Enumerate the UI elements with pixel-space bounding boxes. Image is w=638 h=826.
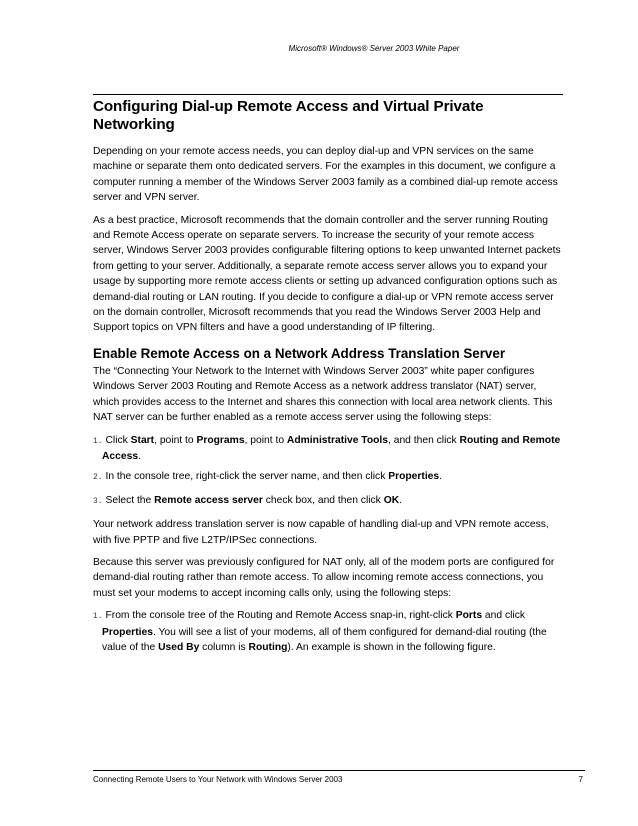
footer-title: Connecting Remote Users to Your Network with Windows Server 2003: [93, 775, 343, 784]
ui-term: Used By: [158, 641, 200, 653]
ui-term: Ports: [455, 610, 483, 622]
footer-rule: [93, 770, 585, 771]
paragraph: The “Connecting Your Network to the Internet with Windows Server 2003” white paper configures Windows Server 2003 Routing and Remote Access as a network address translator (NAT) server, which provides access to the Internet and shares this connection with local area network clients. This NAT server can be further enabled as a remote access server using the following steps:: [93, 365, 553, 424]
step-number: 3.: [93, 496, 103, 506]
ui-term: OK: [383, 494, 400, 506]
list-item: 1. Click Start, point to Programs, point to Administrative Tools, and then click Routing and Remote Access.: [93, 434, 561, 462]
ui-term: Programs: [196, 434, 245, 446]
page-number: 7: [578, 775, 583, 784]
section-heading: Configuring Dial-up Remote Access and Virtual Private Networking: [93, 98, 484, 133]
steps-list: [93, 608, 563, 655]
ui-term: Remote access server: [154, 494, 263, 506]
ui-term: Routing: [248, 641, 288, 653]
steps-list: [93, 433, 563, 510]
paragraph: As a best practice, Microsoft recommends that the domain controller and the server running Routing and Remote Access operate on separate servers. To increase the security of your remote access server, Windows Server 2003 provides configurable filtering options to keep unwanted Internet packets from getting to your server. Additionally, a separate remote access server allows you to expand your usage by supporting more remote access clients or setting up advanced configuration options such as demand-dial routing or LAN routing. If you decide to configure a dial-up or VPN remote access server on the domain controller, Microsoft recommends that you read the Windows Server 2003 Help and Support topics on VPN filters and have a good understanding of IP filtering.: [93, 214, 561, 334]
ui-term: Administrative Tools: [286, 434, 388, 446]
subsection-heading: Enable Remote Access on a Network Address Translation Server: [93, 345, 506, 361]
page-body: [93, 95, 563, 655]
step-number: 1.: [93, 612, 103, 622]
ui-term: Start: [130, 434, 155, 446]
ui-term: Properties: [388, 471, 440, 483]
paragraph: Because this server was previously configured for NAT only, all of the modem ports are configured for demand-dial routing rather than remote access. To allow incoming remote access connections, you must set your modems to accept incoming calls only, using the following steps:: [93, 556, 555, 599]
ui-term: Properties: [102, 626, 153, 638]
list-item: 1. From the console tree of the Routing and Remote Access snap-in, right-click Ports and click Properties. You will see a list of your modems, all of them configured for demand-dial routing (the value of the Used By column is Routing). An example is shown in the following figure.: [93, 610, 547, 653]
running-header: Microsoft® Windows® Server 2003 White Paper: [288, 44, 460, 53]
step-number: 1.: [93, 436, 103, 446]
list-item: 2. In the console tree, right-click the server name, and then click Properties.: [93, 471, 443, 483]
page-footer: [93, 775, 583, 784]
paragraph: Depending on your remote access needs, you can deploy dial-up and VPN services on the same machine or separate them onto dedicated servers. For the examples in this document, we configure a computer running a member of the Windows Server 2003 family as a combined dial-up remote access server and VPN server.: [93, 146, 558, 204]
step-number: 2.: [93, 473, 103, 483]
ui-term: Routing and Remote Access: [102, 434, 561, 462]
list-item: 3. Select the Remote access server check box, and then click OK.: [93, 494, 403, 506]
paragraph: Your network address translation server is now capable of handling dial-up and VPN remote access, with five PPTP and five L2TP/IPSec connections.: [93, 519, 549, 546]
